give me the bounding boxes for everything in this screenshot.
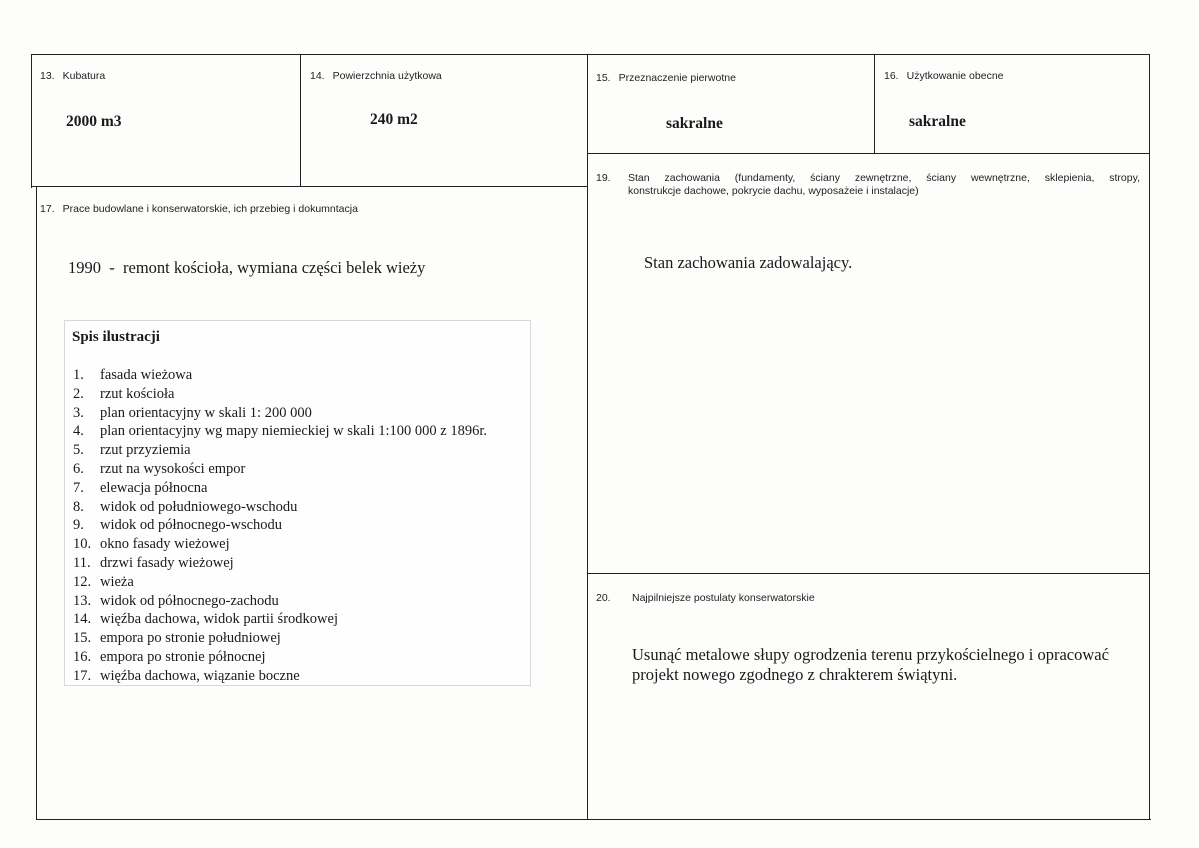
divider-row1-left bbox=[31, 186, 587, 187]
list-item: 11. drzwi fasady wieżowej bbox=[73, 554, 234, 571]
illustrations-list bbox=[73, 366, 487, 686]
field-17-value: 1990 - remont kościoła, wymiana części belek wieży bbox=[68, 258, 426, 277]
list-item: 10. okno fasady wieżowej bbox=[73, 536, 230, 553]
frame-bottom bbox=[36, 819, 1151, 820]
list-item: 7. elewacja północna bbox=[73, 479, 208, 496]
illustrations-list-box bbox=[64, 320, 531, 686]
field-20-value: Usunąć metalowe słupy ogrodzenia terenu przykościelnego i opracować projekt nowego zgodnego z chrakterem świątyni. bbox=[632, 645, 1109, 684]
field-13-label: 13. Kubatura bbox=[40, 70, 106, 82]
frame-left-lower bbox=[36, 186, 37, 819]
list-item: 6. rzut na wysokości empor bbox=[73, 460, 246, 477]
frame-top bbox=[31, 54, 1149, 55]
list-item: 2. rzut kościoła bbox=[73, 385, 175, 402]
divider-row1-right bbox=[587, 153, 1149, 154]
field-13-value: 2000 m3 bbox=[66, 113, 122, 130]
list-item: 13. widok od północnego-zachodu bbox=[73, 592, 279, 609]
list-item: 5. rzut przyziemia bbox=[73, 442, 191, 459]
field-19-label: Stan zachowania (fundamenty, ściany zewnętrzne, ściany wewnętrzne, sklepienia, stropy, konstrukcje dachowe, pokrycie dachu, wyposażeie i instalacje) bbox=[628, 172, 1140, 197]
frame-right bbox=[1149, 54, 1150, 820]
field-20-number: 20. bbox=[596, 592, 611, 604]
field-14-value: 240 m2 bbox=[370, 111, 418, 128]
field-16-value: sakralne bbox=[909, 113, 966, 130]
list-item: 17. więźba dachowa, wiązanie boczne bbox=[73, 667, 300, 684]
frame-left bbox=[31, 54, 32, 188]
field-17-label: 17. Prace budowlane i konserwatorskie, ich przebieg i dokumntacja bbox=[40, 203, 358, 215]
divider-19-20 bbox=[587, 573, 1149, 574]
list-item: 16. empora po stronie północnej bbox=[73, 648, 266, 665]
divider-13-14 bbox=[300, 54, 301, 186]
list-item: 3. plan orientacyjny w skali 1: 200 000 bbox=[73, 404, 312, 421]
list-item: 1. fasada wieżowa bbox=[73, 367, 193, 383]
list-item: 12. wieża bbox=[73, 573, 134, 590]
field-19-number: 19. bbox=[596, 172, 611, 184]
divider-15-16 bbox=[874, 54, 875, 153]
list-item: 4. plan orientacyjny wg mapy niemieckiej w skali 1:100 000 z 1896r. bbox=[73, 423, 487, 440]
field-15-label: 15. Przeznaczenie pierwotne bbox=[596, 72, 736, 84]
list-item: 8. widok od południowego-wschodu bbox=[73, 498, 298, 515]
list-item: 15. empora po stronie południowej bbox=[73, 630, 281, 647]
field-20-label: Najpilniejsze postulaty konserwatorskie bbox=[632, 592, 815, 604]
illustrations-title: Spis ilustracji bbox=[72, 329, 160, 345]
field-19-value: Stan zachowania zadowalający. bbox=[644, 253, 853, 272]
list-item: 9. widok od północnego-wschodu bbox=[73, 517, 283, 534]
list-item: 14. więźba dachowa, widok partii środkowej bbox=[73, 611, 338, 628]
field-15-value: sakralne bbox=[666, 115, 723, 132]
divider-center bbox=[587, 54, 588, 819]
field-14-label: 14. Powierzchnia użytkowa bbox=[310, 70, 442, 82]
field-16-label: 16. Użytkowanie obecne bbox=[884, 70, 1004, 82]
